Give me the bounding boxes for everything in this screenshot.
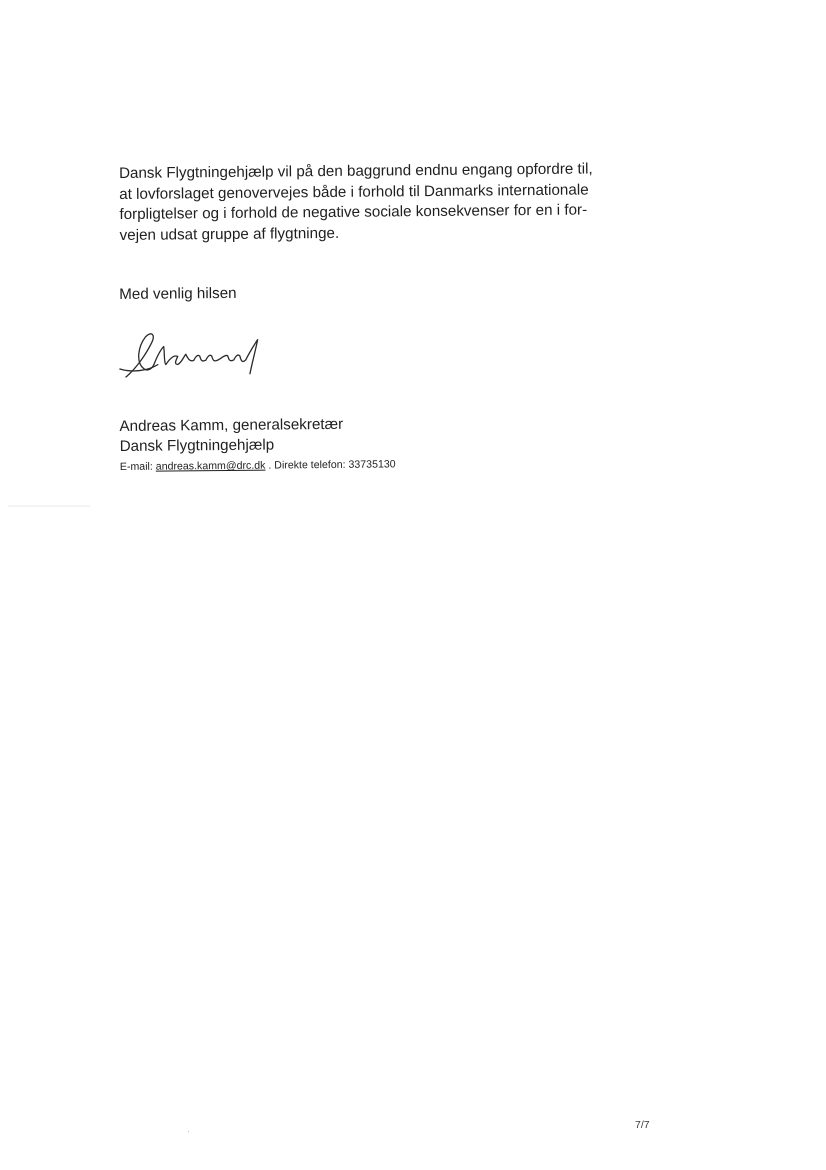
paragraph-line: Dansk Flygtningehjælp vil på den baggrund endnu engang opfordre til, bbox=[118, 160, 593, 182]
body-paragraph bbox=[119, 159, 620, 246]
email-link[interactable]: andreas.kamm@drc.dk bbox=[155, 459, 266, 473]
contact-line bbox=[120, 457, 396, 474]
phone-label: . Direkte telefon: bbox=[268, 458, 346, 472]
paragraph-line: vejen udsat gruppe af flygtninge. bbox=[119, 224, 340, 244]
handwritten-signature bbox=[117, 324, 268, 395]
page-number: 7/7 bbox=[635, 1119, 650, 1131]
signer-organization: Dansk Flygtningehjælp bbox=[119, 436, 275, 455]
closing-salutation: Med venlig hilsen bbox=[119, 284, 237, 303]
paragraph-line: at lovforslaget genovervejes både i forhold til Danmarks internationale bbox=[119, 181, 589, 203]
scan-speck bbox=[188, 1131, 189, 1132]
paragraph-line: forpligtelser og i forhold de negative sociale konsekvenser for en i for- bbox=[119, 201, 588, 224]
email-label: E-mail: bbox=[119, 460, 153, 473]
phone-number: 33735130 bbox=[348, 458, 396, 471]
signer-name: Andreas Kamm, generalsekretær bbox=[119, 415, 344, 435]
